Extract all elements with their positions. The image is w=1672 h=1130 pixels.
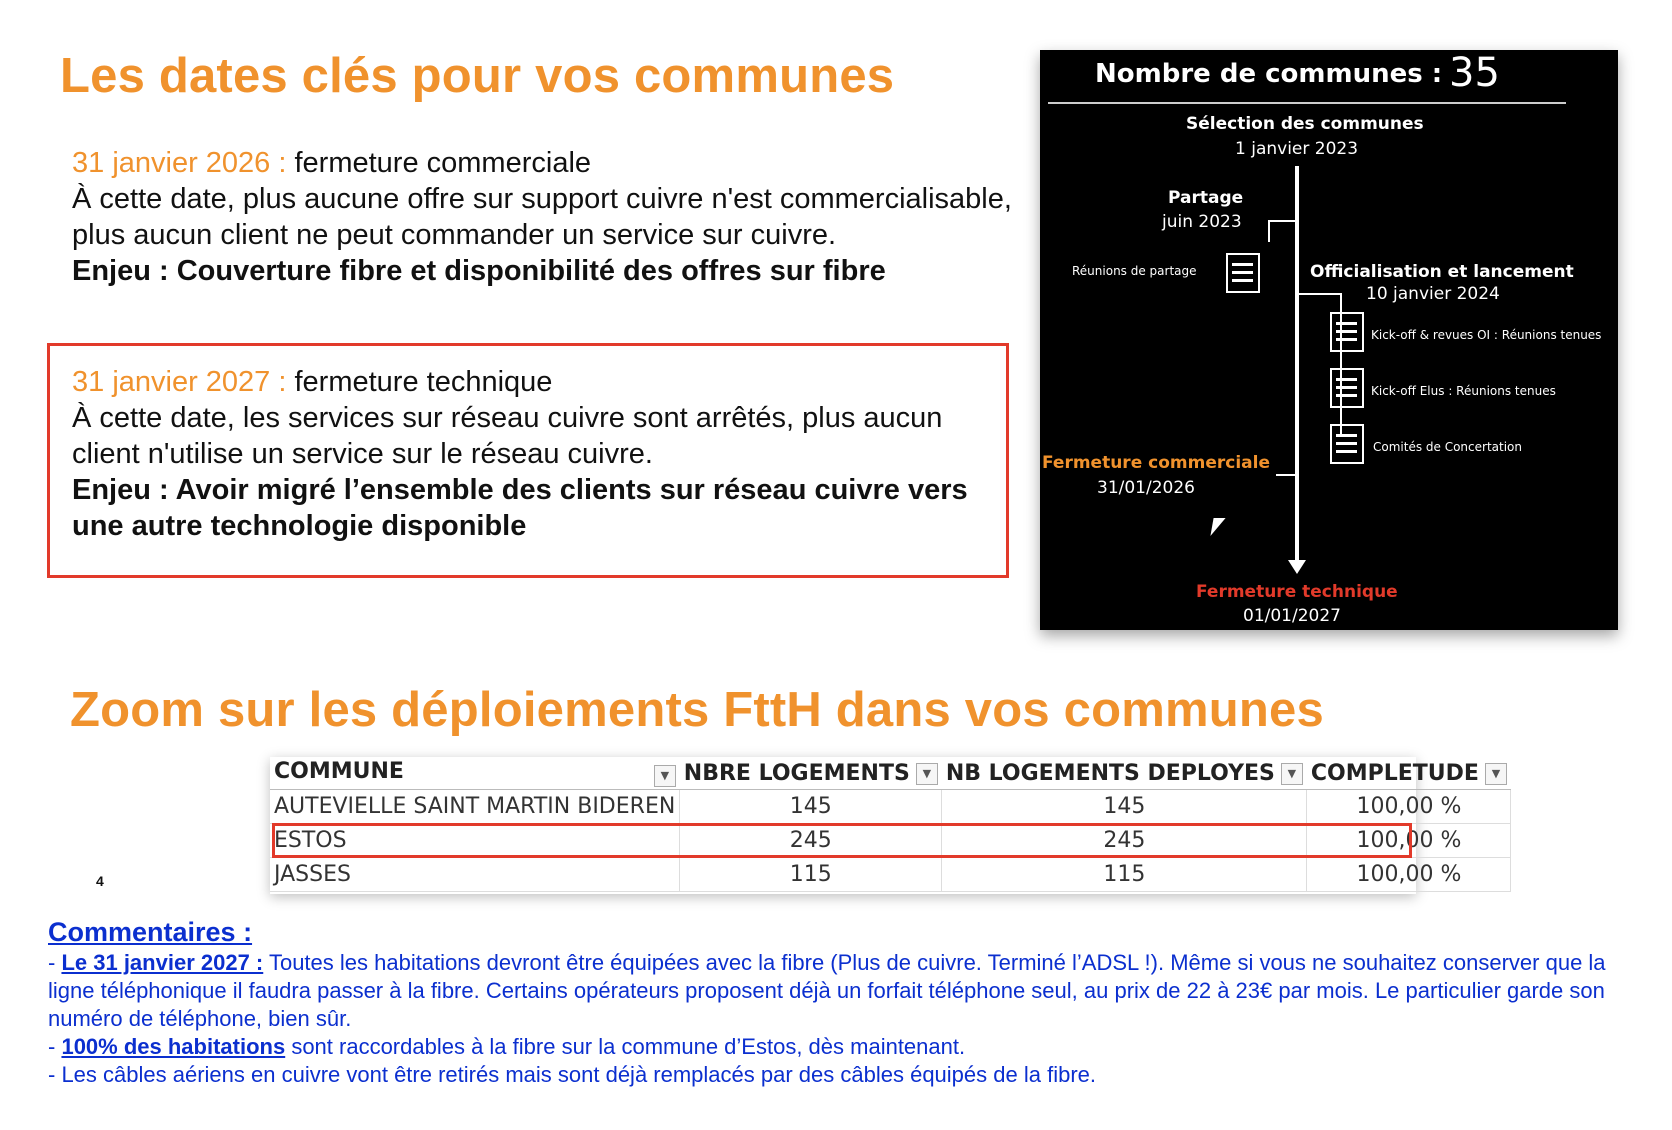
block-2026-text: À cette date, plus aucune offre sur support cuivre n'est commercialisable, plus aucun client ne peut commander un service sur cuivre.: [72, 183, 1012, 251]
table-row: [270, 858, 1511, 892]
table-header-row: [270, 757, 1511, 790]
mouse-cursor-icon: [1210, 518, 1225, 536]
block-2027-date: 31 janvier 2027 :: [72, 366, 287, 398]
comment-line-2: - 100% des habitations sont raccordables à la fibre sur la commune d’Estos, dès maintenant.: [48, 1034, 966, 1059]
comment-link-habitations: 100% des habitations: [61, 1034, 286, 1059]
partage-date: juin 2023: [1162, 212, 1242, 232]
comment-line-1: - Le 31 janvier 2027 : Toutes les habitations devront être équipées avec la fibre (Plus de cuivre. Terminé l’ADSL !). Même si vous ne souhaitez conserver que la ligne téléphonique il faudra passer à la fibre. Certains opérateurs proposent déjà un forfait téléphone seul, au prix de 22 à 23€ par mois. Le particulier garde son numéro de téléphone, bien sûr.: [48, 950, 1606, 1031]
partage-connector-v: [1268, 220, 1270, 242]
header-commune: COMMUNE ▼: [270, 757, 680, 790]
dropdown-arrow-icon[interactable]: ▼: [1281, 763, 1303, 785]
header-divider: [1048, 102, 1566, 104]
commune-count-value: 35: [1449, 50, 1500, 96]
partage-meetings: Réunions de partage: [1072, 264, 1197, 278]
commercial-closure-title: Fermeture commerciale: [1042, 453, 1270, 473]
partage-connector: [1268, 220, 1296, 222]
cell-completude: 100,00 %: [1307, 790, 1511, 824]
commercial-connector: [1276, 474, 1296, 476]
document-list-icon: [1330, 368, 1364, 408]
comments-heading: Commentaires :: [48, 917, 253, 947]
document-list-icon: [1330, 312, 1364, 352]
block-2027-heading: [72, 364, 1012, 400]
comments-section: [48, 915, 1628, 1089]
cell-nb-deployes: 145: [942, 790, 1307, 824]
comment-line-3: - Les câbles aériens en cuivre vont être retirés mais sont déjà remplacés par des câbles équipés de la fibre.: [48, 1062, 1096, 1087]
technical-closure-date: 01/01/2027: [1243, 606, 1341, 626]
cell-commune: JASSES: [270, 858, 680, 892]
header-nb-logements-deployes: NB LOGEMENTS DEPLOYES ▼: [942, 757, 1307, 790]
document-list-icon: [1226, 253, 1260, 293]
header-nbre-logements: NBRE LOGEMENTS ▼: [680, 757, 942, 790]
commune-count-label: Nombre de communes :: [1095, 59, 1443, 89]
dropdown-arrow-icon[interactable]: ▼: [1485, 763, 1507, 785]
commercial-closure-date: 31/01/2026: [1097, 478, 1195, 498]
slide2-title: Zoom sur les déploiements FttH dans vos communes: [70, 683, 1324, 737]
dropdown-arrow-icon[interactable]: ▼: [916, 763, 938, 785]
block-2026-label: fermeture commerciale: [286, 147, 592, 179]
official-title: Officialisation et lancement: [1310, 262, 1574, 282]
block-2026: [72, 145, 1042, 289]
block-2027-label: fermeture technique: [286, 366, 553, 398]
table-row: [270, 790, 1511, 824]
cell-nb-deployes: 245: [942, 824, 1307, 858]
timeline-item-kickoff-elus: Kick-off Elus : Réunions tenues: [1371, 384, 1556, 398]
timeline-item-comites: Comités de Concertation: [1373, 440, 1522, 454]
cell-nbre-logements: 145: [680, 790, 942, 824]
selection-date: 1 janvier 2023: [1235, 139, 1359, 159]
estos-row-highlight: [272, 823, 1412, 858]
selection-title: Sélection des communes: [1186, 114, 1424, 134]
timeline-arrowhead-icon: [1288, 560, 1306, 574]
cell-nb-deployes: 115: [942, 858, 1307, 892]
cell-commune: ESTOS: [270, 824, 680, 858]
official-connector: [1297, 293, 1342, 295]
timeline-axis: [1295, 166, 1299, 562]
header-completude: COMPLETUDE ▼: [1307, 757, 1511, 790]
cell-nbre-logements: 115: [680, 858, 942, 892]
page-number: 4: [96, 873, 104, 889]
block-2027-text: À cette date, les services sur réseau cuivre sont arrêtés, plus aucun client n'utilise un service sur le réseau cuivre.: [72, 402, 943, 470]
block-2026-date: 31 janvier 2026 :: [72, 147, 287, 179]
document-list-icon: [1330, 424, 1364, 464]
slide1-title: Les dates clés pour vos communes: [60, 49, 895, 103]
partage-title: Partage: [1168, 188, 1244, 208]
timeline-panel: [1040, 50, 1618, 630]
cell-completude: 100,00 %: [1307, 858, 1511, 892]
block-2026-heading: [72, 145, 1042, 181]
timeline-item-kickoff-oi: Kick-off & revues OI : Réunions tenues: [1371, 328, 1602, 342]
block-2026-stake: Enjeu : Couverture fibre et disponibilité des offres sur fibre: [72, 255, 886, 287]
cell-completude: 100,00 %: [1307, 824, 1511, 858]
filter-active-icon[interactable]: ▼: [654, 765, 676, 787]
cell-commune: AUTEVIELLE SAINT MARTIN BIDEREN: [270, 790, 680, 824]
block-2027: [72, 364, 1012, 544]
technical-closure-title: Fermeture technique: [1196, 582, 1398, 602]
comment-link-date: Le 31 janvier 2027 :: [61, 950, 264, 975]
block-2027-stake: Enjeu : Avoir migré l’ensemble des clients sur réseau cuivre vers une autre technologie disponible: [72, 474, 968, 542]
official-date: 10 janvier 2024: [1366, 284, 1500, 304]
cell-nbre-logements: 245: [680, 824, 942, 858]
